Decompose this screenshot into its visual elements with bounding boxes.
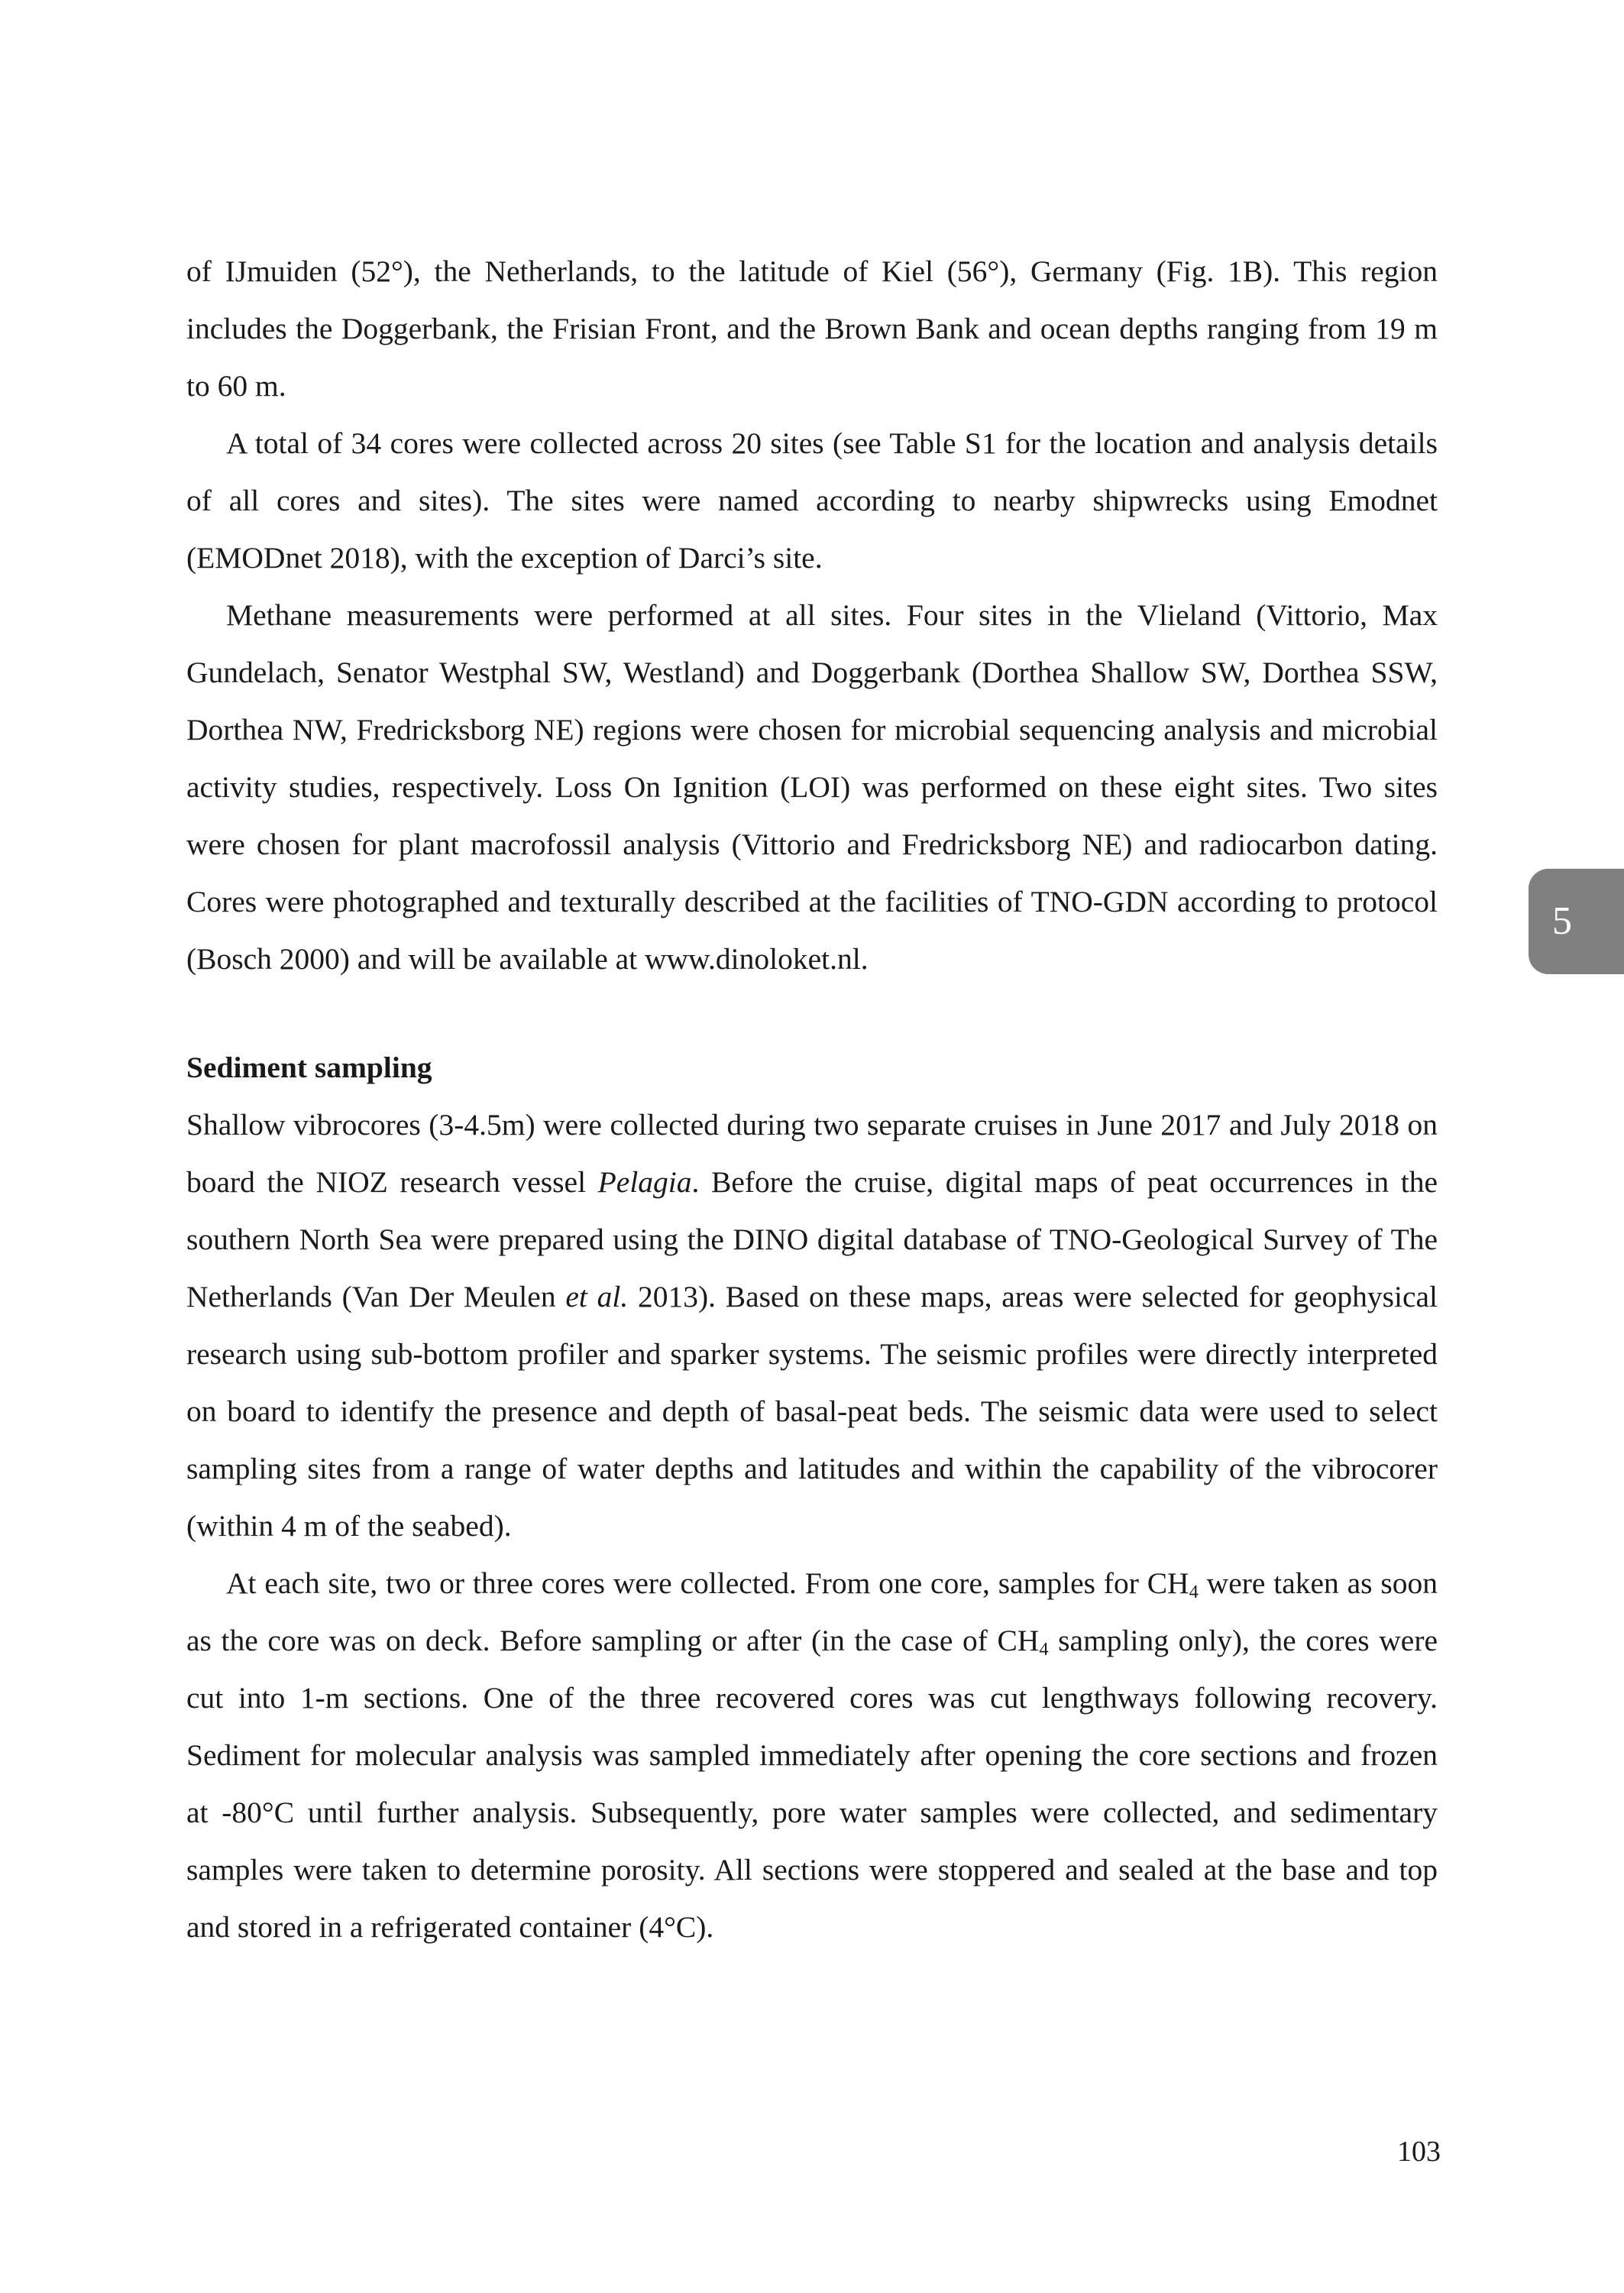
text-run: 2013). Based on these maps, areas were selected for geophysical research using sub-bottom profiler and sparker systems. The seismic profiles were directly interpreted on board to identify the presence and depth of basal-peat beds. The seismic data were used to select sampling sites from a range of water depths and latitudes and within the capability of the vibrocorer (within 4 m of the seabed).: [186, 1280, 1438, 1543]
body-text-top: [186, 243, 1438, 988]
page-number: 103: [1397, 2136, 1441, 2168]
chapter-tab: 5: [1529, 869, 1624, 974]
paragraph-cores: A total of 34 cores were collected across 20 sites (see Table S1 for the location and analysis details of all cores and sites). The sites were named according to nearby shipwrecks using Emodnet (EMODnet 2018), with the exception of Darci’s site.: [186, 426, 1438, 575]
subscript: 4: [1039, 1639, 1049, 1660]
section-heading: Sediment sampling: [186, 1051, 432, 1084]
paragraph-vibrocores: [186, 1096, 1438, 1555]
text-run: Shallow vibrocores (3-4.5m) were collected during two separate cruises in June 2017 and July 2018 on board the NIOZ research vessel: [186, 1108, 1438, 1199]
et-al: et al.: [565, 1280, 629, 1313]
text-run: . Before the cruise, digital maps of peat occurrences in the southern North Sea were prepared using the DINO digital database of TNO-Geological Survey of The Netherlands (Van Der Meulen: [186, 1165, 1438, 1313]
text-run: sampling only), the cores were cut into 1-m sections. One of the three recovered cores was cut lengthways following recovery. Sediment for molecular analysis was sampled immediately after opening the core sections and frozen at -80°C until further analysis. Subsequently, pore water samples were collected, and sedimentary samples were taken to determine porosity. All sections were stoppered and sealed at the base and top and stored in a refrigerated container (4°C).: [186, 1624, 1438, 1944]
text-run: were taken as soon as the core was on deck. Before sampling or after (in the case of CH: [186, 1566, 1438, 1657]
paragraph-methane: Methane measurements were performed at all sites. Four sites in the Vlieland (Vittorio, Max Gundelach, Senator Westphal SW, Westland) and Doggerbank (Dorthea Shallow SW, Dorthea SSW, Dorthea NW, Fredricksborg NE) regions were chosen for microbial sequencing analysis and microbial activity studies, respectively. Loss On Ignition (LOI) was performed on these eight sites. Two sites were chosen for plant macrofossil analysis (Vittorio and Fredricksborg NE) and radiocarbon dating. Cores were photographed and texturally described at the facilities of TNO-GDN according to protocol (Bosch 2000) and will be available at www.dinoloket.nl.: [186, 598, 1438, 976]
vessel-name: Pelagia: [597, 1165, 692, 1199]
subscript: 4: [1189, 1582, 1199, 1603]
paragraph-sampling-procedure: [186, 1555, 1438, 1956]
section-sediment-sampling: [186, 1039, 1438, 1956]
text-run: At each site, two or three cores were collected. From one core, samples for CH: [226, 1566, 1189, 1600]
paragraph-continuation: of IJmuiden (52°), the Netherlands, to the latitude of Kiel (56°), Germany (Fig. 1B). This region includes the Doggerbank, the Frisian Front, and the Brown Bank and ocean depths ranging from 19 m to 60 m.: [186, 254, 1438, 403]
